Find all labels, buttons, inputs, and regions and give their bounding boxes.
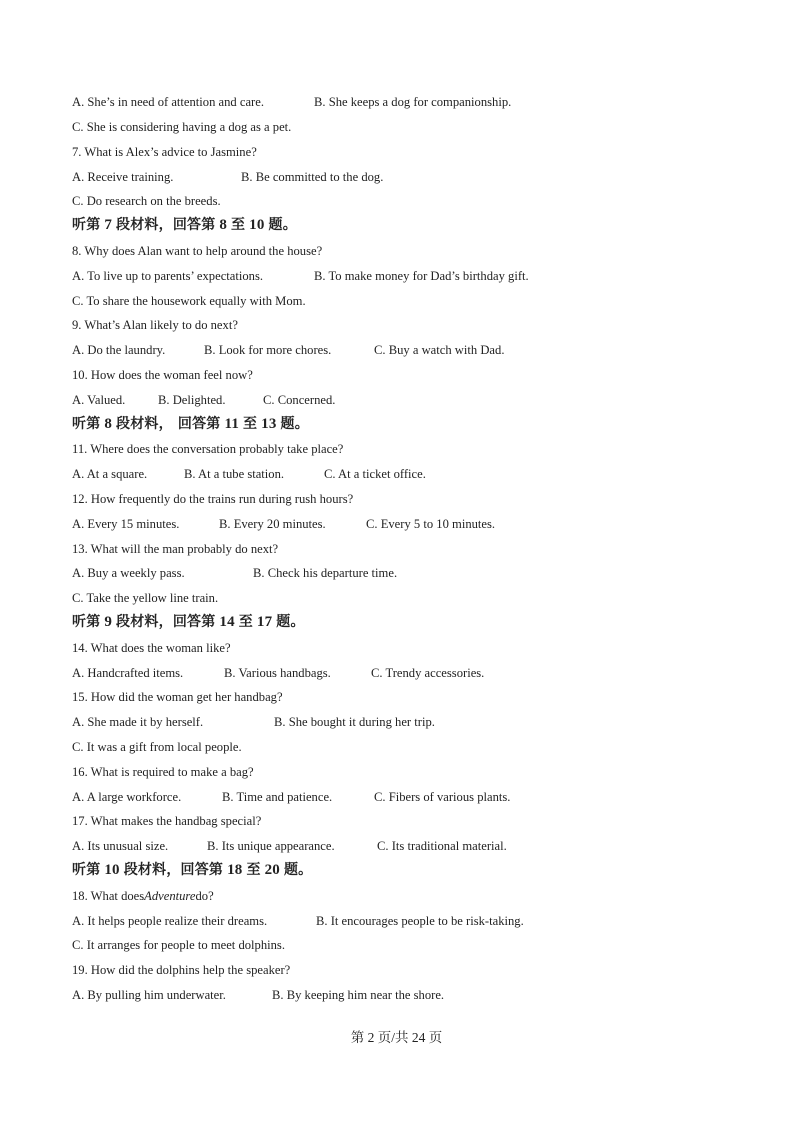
option-text: B. It encourages people to be risk-taking. [316, 914, 524, 928]
option-text: A. Receive training. [72, 170, 174, 184]
option-text: B. At a tube station. [184, 467, 285, 481]
question-text: 18. What doesAdventuredo? [72, 889, 214, 903]
option-text: C. Trendy accessories. [371, 666, 485, 680]
option-text: C. Concerned. [263, 393, 336, 407]
option-text: B. By keeping him near the shore. [272, 988, 445, 1002]
option-text: C. Fibers of various plants. [374, 790, 511, 804]
option-text: B. Every 20 minutes. [219, 517, 326, 531]
option-text: A. She’s in need of attention and care. [72, 95, 264, 109]
option-text: A. At a square. [72, 467, 148, 481]
option-text: B. Delighted. [158, 393, 226, 407]
question-text: 15. How did the woman get her handbag? [72, 690, 283, 704]
option-text: A. Its unusual size. [72, 839, 169, 853]
option-text: C. Every 5 to 10 minutes. [366, 517, 496, 531]
option-text: B. Its unique appearance. [207, 839, 335, 853]
section-header: 听第 7 段材料，回答第 8 至 10 题。 [72, 217, 297, 233]
option-text: A. Do the laundry. [72, 343, 166, 357]
option-text: A. By pulling him underwater. [72, 988, 226, 1002]
option-text: A. Handcrafted items. [72, 666, 184, 680]
question-text: 11. Where does the conversation probably take place? [72, 442, 344, 456]
section-header: 听第 10 段材料，回答第 18 至 20 题。 [72, 862, 313, 878]
option-text: B. Time and patience. [222, 790, 333, 804]
option-text: C. It arranges for people to meet dolphins. [72, 938, 285, 952]
option-text: A. Valued. [72, 393, 126, 407]
question-text: 14. What does the woman like? [72, 641, 231, 655]
option-text: B. She bought it during her trip. [274, 715, 435, 729]
option-text: B. Be committed to the dog. [241, 170, 384, 184]
option-text: B. Various handbags. [224, 666, 331, 680]
option-text: A. It helps people realize their dreams. [72, 914, 268, 928]
option-text: C. Do research on the breeds. [72, 194, 221, 208]
option-text: B. Look for more chores. [204, 343, 332, 357]
option-text: A. Every 15 minutes. [72, 517, 180, 531]
option-text: C. Buy a watch with Dad. [374, 343, 505, 357]
question-text: 7. What is Alex’s advice to Jasmine? [72, 145, 257, 159]
title-italic: Adventure [144, 889, 196, 903]
option-text: B. Check his departure time. [253, 566, 398, 580]
option-text: C. At a ticket office. [324, 467, 426, 481]
question-text: 12. How frequently do the trains run during rush hours? [72, 492, 354, 506]
section-header: 听第 9 段材料，回答第 14 至 17 题。 [72, 614, 305, 630]
option-text: A. A large workforce. [72, 790, 182, 804]
question-text: 13. What will the man probably do next? [72, 542, 279, 556]
question-text: 19. How did the dolphins help the speaker? [72, 963, 291, 977]
question-text: 9. What’s Alan likely to do next? [72, 318, 238, 332]
section-header: 听第 8 段材料， 回答第 11 至 13 题。 [72, 416, 309, 432]
option-text: A. She made it by herself. [72, 715, 204, 729]
question-text: 10. How does the woman feel now? [72, 368, 253, 382]
option-text: C. It was a gift from local people. [72, 740, 242, 754]
option-text: A. To live up to parents’ expectations. [72, 269, 264, 283]
option-text: C. Its traditional material. [377, 839, 507, 853]
option-text: C. To share the housework equally with Mom. [72, 294, 306, 308]
question-text: 8. Why does Alan want to help around the house? [72, 244, 323, 258]
option-text: C. She is considering having a dog as a pet. [72, 120, 292, 134]
option-text: B. She keeps a dog for companionship. [314, 95, 512, 109]
question-text: 16. What is required to make a bag? [72, 765, 254, 779]
option-text: C. Take the yellow line train. [72, 591, 219, 605]
page-footer: 第 2 页/共 24 页 [350, 1030, 443, 1045]
option-text: B. To make money for Dad’s birthday gift. [314, 269, 529, 283]
question-text: 17. What makes the handbag special? [72, 814, 262, 828]
option-text: A. Buy a weekly pass. [72, 566, 185, 580]
